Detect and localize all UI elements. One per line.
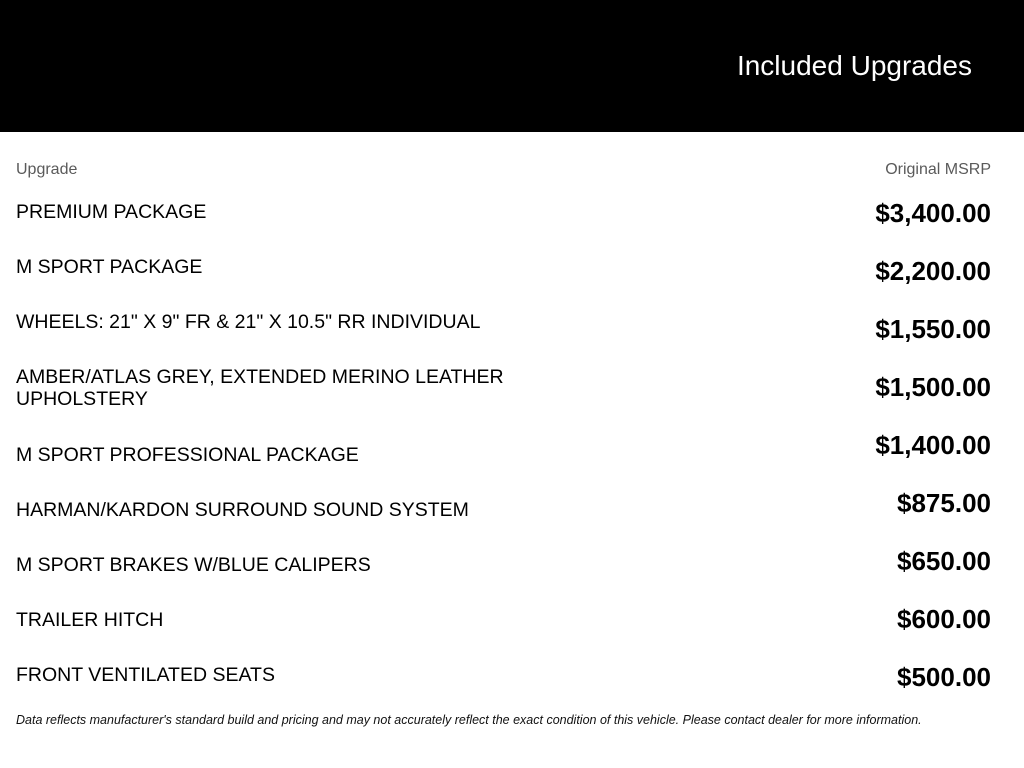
upgrade-row — [0, 544, 1024, 602]
upgrade-price: $600.00 — [897, 604, 991, 634]
upgrade-row — [0, 428, 1024, 486]
upgrade-name: HARMAN/KARDON SURROUND SOUND SYSTEM — [16, 499, 469, 521]
upgrade-name: AMBER/ATLAS GREY, EXTENDED MERINO LEATHER UPHOLSTERY — [16, 366, 504, 410]
upgrade-name: PREMIUM PACKAGE — [16, 201, 207, 223]
upgrade-row — [0, 366, 1024, 428]
upgrade-name: FRONT VENTILATED SEATS — [16, 664, 275, 686]
upgrade-price: $1,500.00 — [875, 372, 991, 402]
upgrade-name: M SPORT BRAKES W/BLUE CALIPERS — [16, 554, 371, 576]
upgrade-row — [0, 196, 1024, 254]
upgrade-price: $1,550.00 — [875, 314, 991, 344]
upgrade-name: TRAILER HITCH — [16, 609, 164, 631]
upgrade-price: $3,400.00 — [875, 198, 991, 228]
upgrade-row — [0, 254, 1024, 312]
upgrade-price: $500.00 — [897, 662, 991, 692]
upgrade-price: $1,400.00 — [875, 430, 991, 460]
column-header-upgrade: Upgrade — [16, 161, 78, 178]
upgrade-price: $650.00 — [897, 546, 991, 576]
page-title: Included Upgrades — [736, 50, 972, 81]
upgrade-price: $2,200.00 — [875, 256, 991, 286]
upgrade-name: M SPORT PACKAGE — [16, 256, 203, 278]
column-header-msrp: Original MSRP — [885, 161, 991, 178]
upgrade-row — [0, 486, 1024, 544]
upgrade-row — [0, 602, 1024, 660]
upgrade-row — [0, 312, 1024, 370]
upgrade-price: $875.00 — [897, 488, 991, 518]
upgrade-row — [0, 660, 1024, 718]
header-banner — [0, 0, 1024, 132]
disclaimer-text: Data reflects manufacturer's standard build and pricing and may not accurately reflect the exact condition of this vehicle. Please contact dealer for more information. — [16, 713, 922, 727]
upgrade-name: M SPORT PROFESSIONAL PACKAGE — [16, 444, 359, 466]
upgrade-name: WHEELS: 21" X 9" FR & 21" X 10.5" RR INDIVIDUAL — [16, 311, 481, 333]
